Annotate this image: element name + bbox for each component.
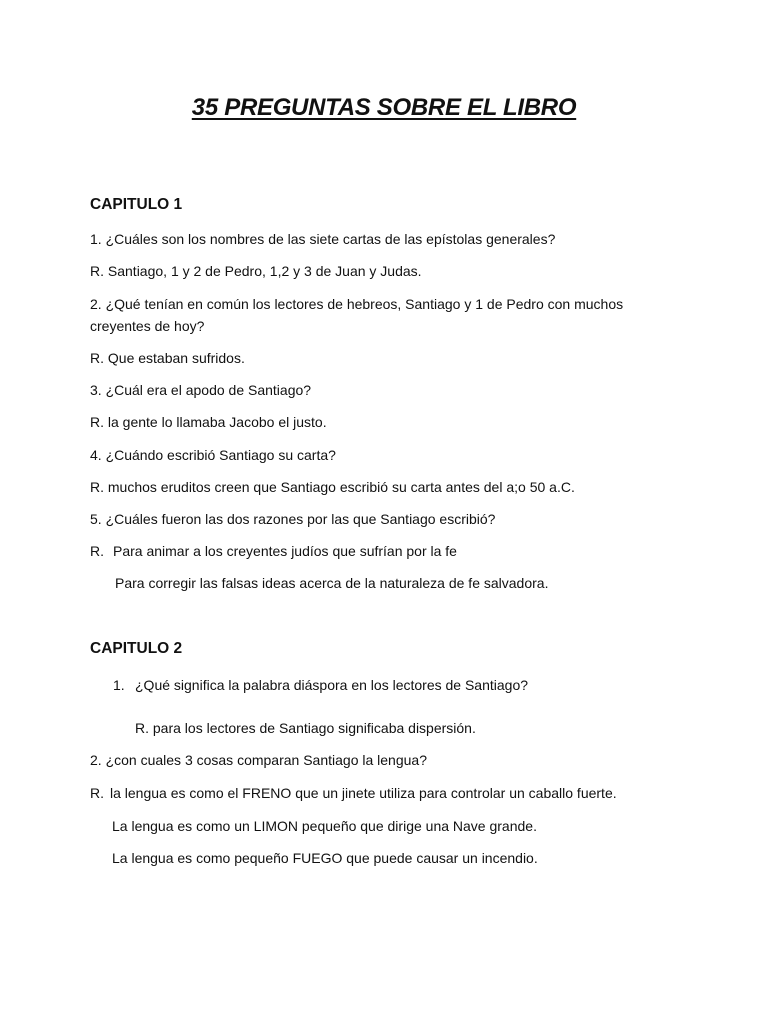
question-2: 2. ¿Qué tenían en común los lectores de hebreos, Santiago y 1 de Pedro con muchos creyentes de hoy? bbox=[90, 296, 624, 334]
answer-2: R. Que estaban sufridos. bbox=[90, 350, 245, 366]
chapter-2-heading: CAPITULO 2 bbox=[90, 640, 183, 657]
answer-5-line-2: Para corregir las falsas ideas acerca de la naturaleza de fe salvadora. bbox=[115, 575, 549, 591]
ch2-answer-2-line-1: la lengua es como el FRENO que un jinete utiliza para controlar un caballo fuerte. bbox=[110, 785, 617, 801]
ch2-question-1: ¿Qué significa la palabra diáspora en los lectores de Santiago? bbox=[135, 677, 529, 693]
question-1: 1. ¿Cuáles son los nombres de las siete cartas de las epístolas generales? bbox=[90, 231, 556, 247]
question-3: 3. ¿Cuál era el apodo de Santiago? bbox=[90, 382, 312, 398]
answer-1: R. Santiago, 1 y 2 de Pedro, 1,2 y 3 de Juan y Judas. bbox=[90, 263, 422, 279]
ch2-answer-2-line-2: La lengua es como un LIMON pequeño que dirige una Nave grande. bbox=[112, 818, 537, 834]
answer-3: R. la gente lo llamaba Jacobo el justo. bbox=[90, 414, 327, 430]
ch2-answer-2-prefix: R. bbox=[90, 785, 104, 801]
question-5: 5. ¿Cuáles fueron las dos razones por las que Santiago escribió? bbox=[90, 511, 496, 527]
document-title: 35 PREGUNTAS SOBRE EL LIBRO bbox=[191, 94, 577, 121]
ch2-question-2: 2. ¿con cuales 3 cosas comparan Santiago la lengua? bbox=[90, 752, 427, 768]
answer-5-line-1: Para animar a los creyentes judíos que sufrían por la fe bbox=[113, 543, 457, 559]
ch2-answer-2-line-3: La lengua es como pequeño FUEGO que puede causar un incendio. bbox=[112, 850, 538, 866]
question-4: 4. ¿Cuándo escribió Santiago su carta? bbox=[90, 447, 336, 463]
answer-4: R. muchos eruditos creen que Santiago escribió su carta antes del a;o 50 a.C. bbox=[90, 479, 575, 495]
ch2-question-1-number: 1. bbox=[113, 677, 125, 693]
ch2-answer-1: R. para los lectores de Santiago significaba dispersión. bbox=[135, 720, 476, 736]
chapter-1-heading: CAPITULO 1 bbox=[90, 196, 183, 213]
answer-5-prefix: R. bbox=[90, 543, 104, 559]
